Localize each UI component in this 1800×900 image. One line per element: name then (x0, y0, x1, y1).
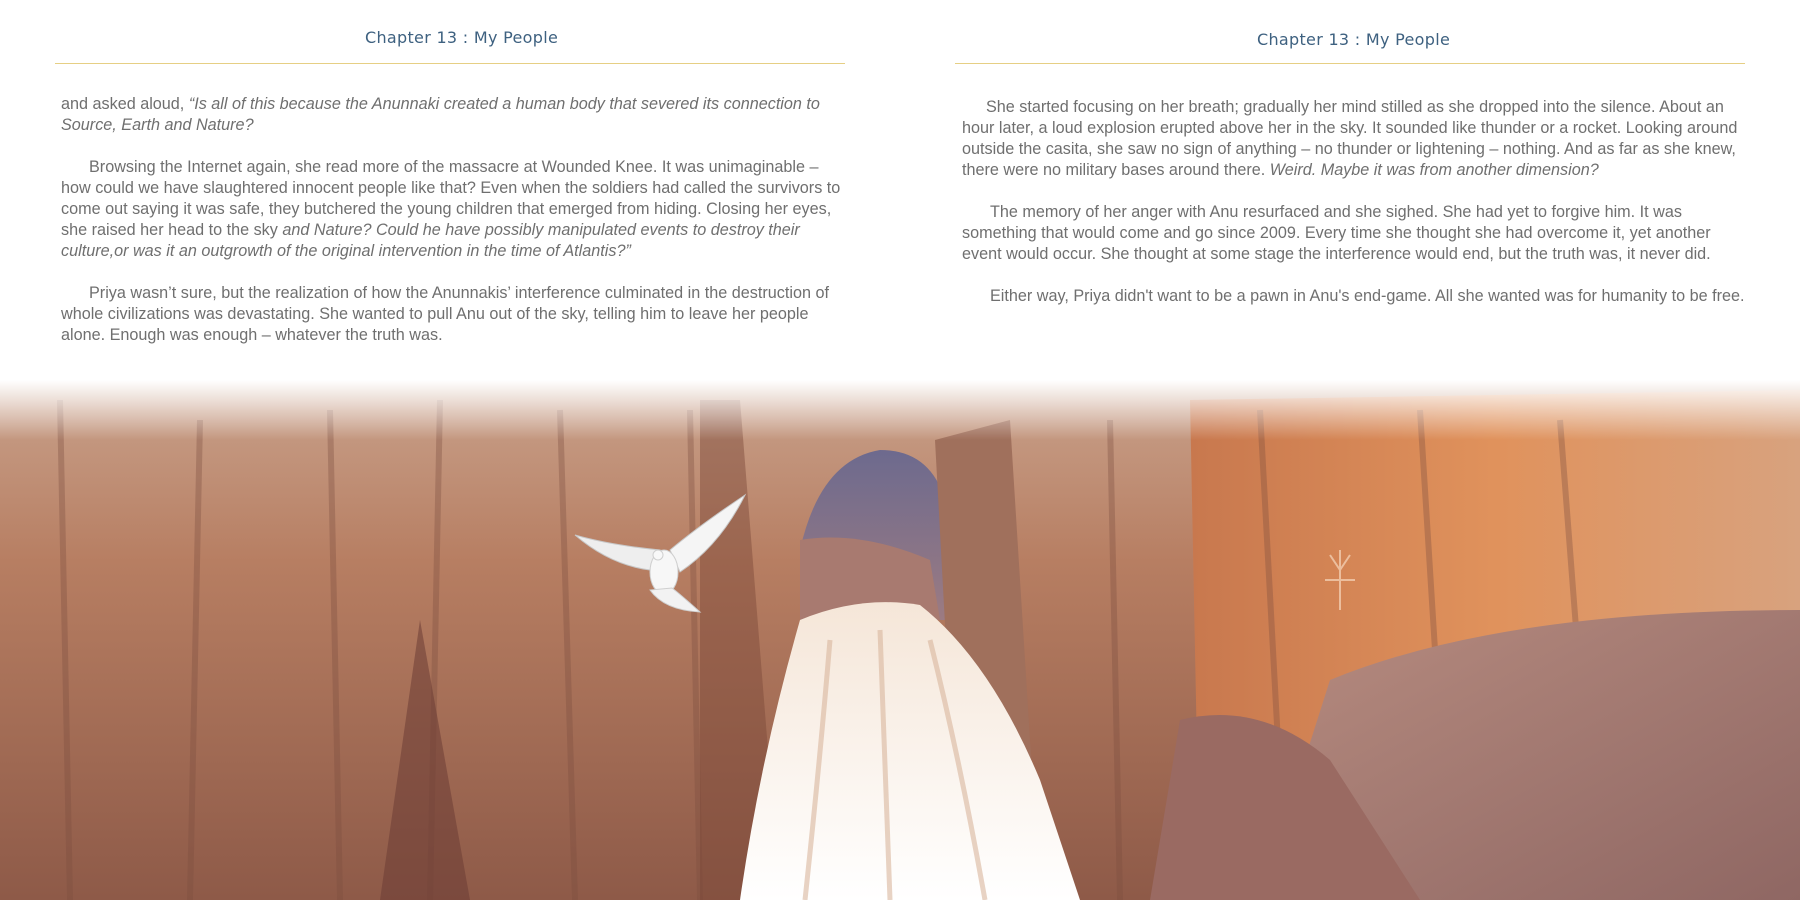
italic-text: and Nature? Could he have possibly manipulated events to destroy their culture,or was it an outgrowth of the original intervention in the time of Atlantis?” (61, 221, 800, 260)
paragraph-text: and asked aloud, (61, 95, 189, 113)
page-body (61, 94, 851, 367)
paragraph (61, 94, 851, 136)
italic-text: Weird. Maybe it was from another dimension? (1269, 161, 1599, 179)
paragraph-text: Priya wasn’t sure, but the realization of how the Anunnakis’ interference culminated in the destruction of whole civilizations was devastating. She wanted to pull Anu out of the sky, telling him to leave her people alone. Enough was enough – whatever the truth was. (61, 284, 829, 344)
paragraph (61, 157, 851, 262)
chapter-header: Chapter 13 : My People (365, 28, 559, 47)
canyon-scene (0, 380, 1800, 900)
page-body (962, 97, 1754, 328)
chapter-header: Chapter 13 : My People (1257, 30, 1451, 49)
paragraph-text: Browsing the Internet again, she read more of the massacre at Wounded Knee. It was unimaginable – how could we have slaughtered innocent people like that? Even when the soldiers had called the survivors to come out saying it was safe, they butchered the young children that emerged from hiding. Closing her eyes, she raised her head to the sky (61, 158, 841, 239)
paragraph (962, 286, 1754, 307)
header-rule (955, 63, 1745, 64)
italic-text: “Is all of this because the Anunnaki created a human body that severed its connection to Source, Earth and Nature? (61, 95, 820, 134)
paragraph (962, 97, 1754, 181)
canyon-waterfall-illustration (0, 380, 1800, 900)
paragraph-text: She started focusing on her breath; gradually her mind stilled as she dropped into the silence. About an hour later, a loud explosion erupted above her in the sky. It sounded like thunder or a rocket. Looking around outside the casita, she saw no sign of anything – no thunder or lightening – nothing. And as far as she knew, there were no military bases around there. (962, 98, 1738, 179)
header-rule (55, 63, 845, 64)
paragraph-text: Either way, Priya didn't want to be a pawn in Anu's end-game. All she wanted was for humanity to be free. (990, 287, 1745, 305)
paragraph (962, 202, 1754, 265)
paragraph-text: The memory of her anger with Anu resurfaced and she sighed. She had yet to forgive him. It was something that would come and go since 2009. Every time she thought she had overcome it, yet another event would occur. She thought at some stage the interference would end, but the truth was, it never did. (962, 203, 1711, 263)
paragraph (61, 283, 851, 346)
